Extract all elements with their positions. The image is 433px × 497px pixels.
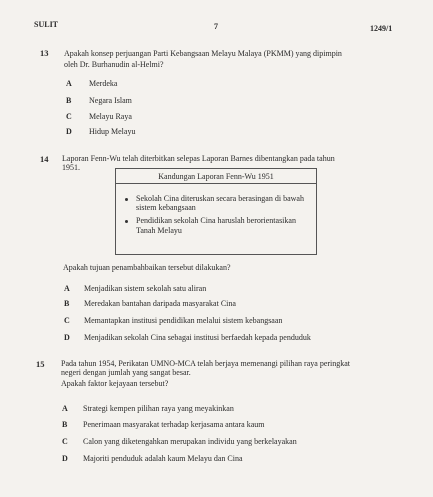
question-15-number: 15 xyxy=(36,359,45,369)
bullet-icon xyxy=(125,198,128,201)
q14-option-c-text[interactable]: Memantapkan institusi pendidikan melalui sistem kebangsaan xyxy=(84,316,283,325)
q14-option-c-letter[interactable]: C xyxy=(64,316,70,325)
q15-option-d-letter[interactable]: D xyxy=(62,454,68,463)
question-15-prompt: Apakah faktor kejayaan tersebut? xyxy=(61,379,169,388)
q14-option-d-letter[interactable]: D xyxy=(64,333,70,342)
question-13-number: 13 xyxy=(40,48,49,58)
question-14-text-line2: 1951. xyxy=(62,163,80,172)
paper-code: 1249/1 xyxy=(370,24,393,33)
q15-option-b-letter[interactable]: B xyxy=(62,420,68,429)
q15-option-a-text[interactable]: Strategi kempen pilihan raya yang meyakinkan xyxy=(83,404,234,413)
q14-option-d-text[interactable]: Menjadikan sekolah Cina sebagai institusi berfaedah kepada penduduk xyxy=(84,333,311,342)
question-15-text-line1: Pada tahun 1954, Perikatan UMNO-MCA telah berjaya memenangi pilihan raya peringkat xyxy=(61,359,351,368)
q15-option-a-letter[interactable]: A xyxy=(62,404,68,413)
q13-option-d-letter[interactable]: D xyxy=(66,127,72,136)
q13-option-c-letter[interactable]: C xyxy=(66,112,72,121)
page-number: 7 xyxy=(214,22,218,31)
q14-option-a-letter[interactable]: A xyxy=(64,284,70,293)
box-item-1-line1: Sekolah Cina diteruskan secara berasingan di bawah xyxy=(136,194,304,203)
question-13-text-line2: oleh Dr. Burhanudin al-Helmi? xyxy=(64,60,164,69)
box-title: Kandungan Laporan Fenn-Wu 1951 xyxy=(158,172,274,181)
q13-option-b-text[interactable]: Negara Islam xyxy=(89,96,132,105)
question-15-text-line2: negeri dengan jumlah yang sangat besar. xyxy=(61,368,191,377)
question-14-number: 14 xyxy=(40,154,49,164)
q15-option-c-text[interactable]: Calon yang diketengahkan merupakan individu yang berkelayakan xyxy=(83,437,297,446)
box-title-divider xyxy=(116,183,316,184)
q13-option-b-letter[interactable]: B xyxy=(66,96,72,105)
box-item-2-line2: Tanah Melayu xyxy=(136,226,182,235)
q13-option-d-text[interactable]: Hidup Melayu xyxy=(89,127,136,136)
q13-option-c-text[interactable]: Melayu Raya xyxy=(89,112,132,121)
q14-option-b-letter[interactable]: B xyxy=(64,299,70,308)
q15-option-d-text[interactable]: Majoriti penduduk adalah kaum Melayu dan Cina xyxy=(83,454,243,463)
q13-option-a-letter[interactable]: A xyxy=(66,79,72,88)
header-sulit: SULIT xyxy=(34,20,59,29)
q14-option-a-text[interactable]: Menjadikan sistem sekolah satu aliran xyxy=(84,284,207,293)
box-item-2-line1: Pendidikan sekolah Cina haruslah berorientasikan xyxy=(136,216,296,225)
question-14-text-line1: Laporan Fenn-Wu telah diterbitkan selepas Laporan Barnes dibentangkan pada tahun xyxy=(62,154,335,163)
question-13-text-line1: Apakah konsep perjuangan Parti Kebangsaan Melayu Malaya (PKMM) yang dipimpin xyxy=(64,49,342,58)
q14-option-b-text[interactable]: Meredakan bantahan daripada masyarakat Cina xyxy=(84,299,236,308)
q15-option-c-letter[interactable]: C xyxy=(62,437,68,446)
q15-option-b-text[interactable]: Penerimaan masyarakat terhadap kerjasama antara kaum xyxy=(83,420,265,429)
bullet-icon xyxy=(125,220,128,223)
q13-option-a-text[interactable]: Merdeka xyxy=(89,79,118,88)
question-14-prompt: Apakah tujuan penambahbaikan tersebut dilakukan? xyxy=(63,263,231,272)
report-content-box xyxy=(115,168,317,255)
box-item-1-line2: sistem kebangsaan xyxy=(136,203,196,212)
